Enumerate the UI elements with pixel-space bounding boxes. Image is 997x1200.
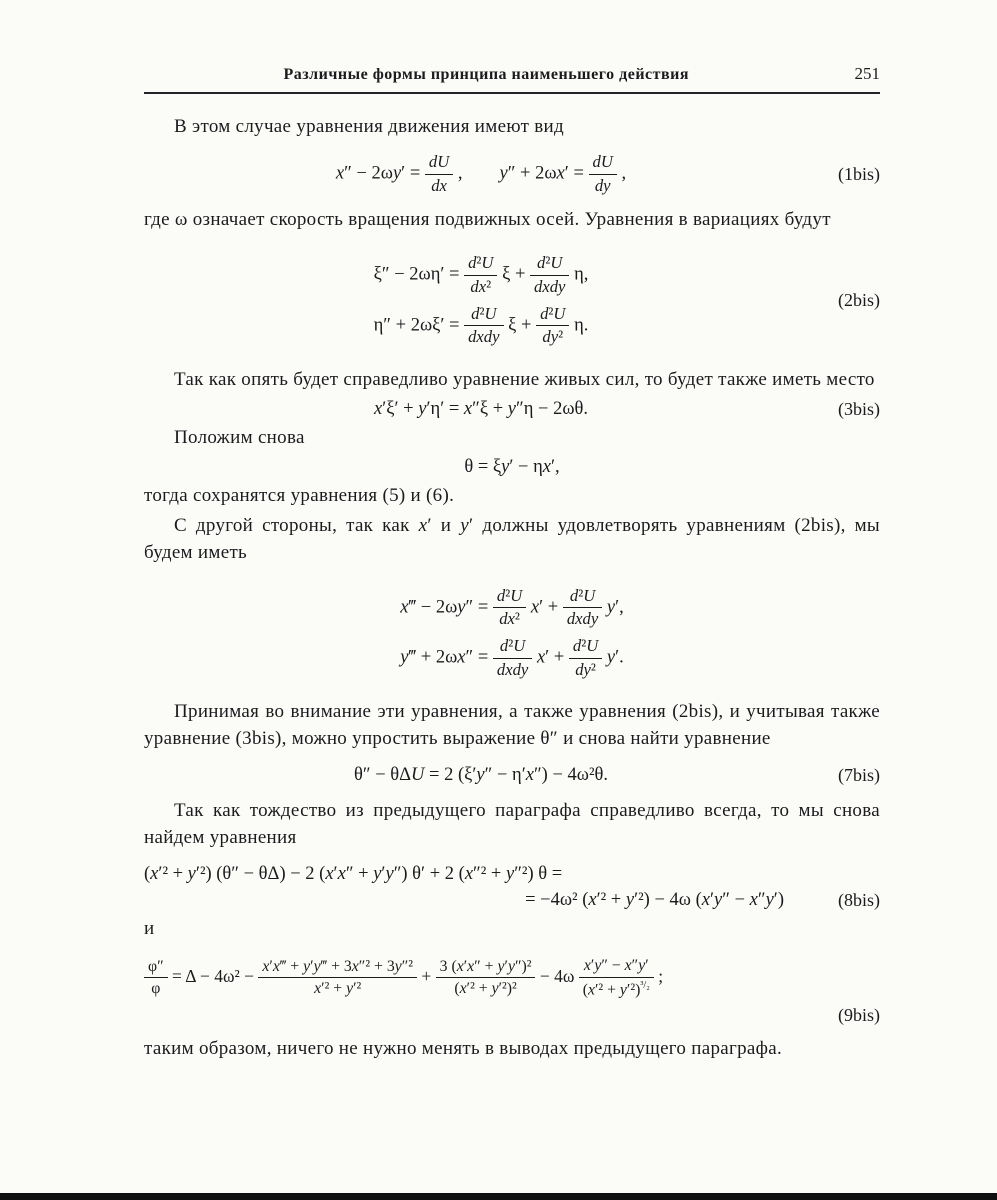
equation-8bis-line1: (x′² + y′²) (θ″ − θΔ) − 2 (x′x″ + y′y″) θ′ + 2 (x″² + y″²) θ = <box>144 864 563 885</box>
equation-third-derivatives-body <box>144 579 880 688</box>
equation-2bis <box>144 246 880 355</box>
equation-third-derivatives-line2: y‴ + 2ωx″ = $\frac{\text{d²U}}{\text{dxdy}}$ x′ + $\frac{\text{d²U}}{\text{dy²}}$ y′. <box>400 635 624 679</box>
paragraph-taking-into-account: Принимая во внимание эти уравнения, а также уравнения (2bis), и учитывая также уравнение (3bis), можно упростить выражение θ″ и снова найти уравнение <box>144 701 880 750</box>
paragraph-identity: Так как тождество из предыдущего параграфа справедливо всегда, то мы снова найдем уравнения <box>144 800 880 849</box>
paragraph-equations-of-motion: В этом случае уравнения движения имеют вид <box>174 116 564 137</box>
equation-2bis-line1: ξ″ − 2ωη′ = $\frac{\text{d²U}}{\text{dx²}}$ ξ + $\frac{\text{d²U}}{\text{dxdy}}$ η, <box>373 253 589 296</box>
equation-3bis <box>144 399 880 420</box>
paragraph-set-again: Положим снова <box>174 426 305 448</box>
running-title: Различные формы принципа наименьшего действия <box>283 66 690 83</box>
paragraph-and: и <box>144 918 155 940</box>
running-head <box>144 64 880 94</box>
equation-third-derivatives-line1: x‴ − 2ωy″ = $\frac{\text{d²U}}{\text{dx²}}$ x′ + $\frac{\text{d²U}}{\text{dxdy}}$ y′, <box>400 585 624 629</box>
equation-8bis <box>144 864 880 911</box>
paragraph-conclusion: таким образом, ничего не нужно менять в выводах предыдущего параграфа. <box>144 1037 783 1059</box>
equation-7bis-body: θ″ − θΔU = 2 (ξ′y″ − η′x″) − 4ω²θ. <box>354 765 608 786</box>
equation-3bis-body: x′ξ′ + y′η′ = x″ξ + y″η − 2ωθ. <box>374 398 588 419</box>
running-head-row <box>144 64 880 84</box>
scan-edge-artifact <box>0 1193 997 1200</box>
equation-8bis-label: (8bis) <box>838 890 880 911</box>
paragraph-equations-preserved: тогда сохранятся уравнения (5) и (6). <box>144 484 455 506</box>
equation-1bis-label: (1bis) <box>838 163 880 184</box>
equation-1bis <box>144 153 880 195</box>
equation-8bis-row2 <box>144 890 880 911</box>
equation-2bis-label: (2bis) <box>838 290 880 310</box>
equation-7bis <box>144 765 880 786</box>
equation-1bis-body: x″ − 2ωy′ = $\frac{dU}{dx}$ , y″ + 2ωx′ = $\frac{dU}{dy}$ , <box>335 151 627 195</box>
equation-2bis-body <box>144 246 818 355</box>
header-rule <box>144 92 880 94</box>
equation-third-derivatives <box>144 579 880 688</box>
equation-2bis-line2: η″ + 2ωξ′ = $\frac{\text{d²U}}{\text{dxdy}}$ ξ + $\frac{\text{d²U}}{\text{dy²}}$ η. <box>373 303 589 347</box>
page-body <box>144 114 880 1063</box>
equation-8bis-line2: = −4ω² (x′² + y′²) − 4ω (x′y″ − x″y′) <box>525 890 784 911</box>
paragraph-omega-definition: где ω означает скорость вращения подвижных осей. Уравнения в вариациях будут <box>144 209 831 231</box>
equation-theta-body: θ = ξy′ − ηx′, <box>464 456 560 477</box>
equation-7bis-label: (7bis) <box>838 765 880 786</box>
equation-9bis-label: (9bis) <box>838 1004 880 1025</box>
paragraph-other-side: С другой стороны, так как x′ и y′ должны удовлетворять уравнениям (2bis), мы будем иметь <box>144 514 880 563</box>
page-number: 251 <box>854 64 880 83</box>
equation-3bis-label: (3bis) <box>838 398 880 419</box>
paragraph-live-forces: Так как опять будет справедливо уравнение живых сил, то будет также иметь место <box>174 368 875 390</box>
equation-9bis-body: $\frac{\varphi''}{\varphi}$ = Δ − 4ω² − $\frac{\text{x′x‴ + y′y‴ + 3x″² + 3y″²}}{\text{x′² + y′²}}$ + $\frac{\text{3 (x′x″ + y′y″)²}}{\text{(x′² + y′²)²}}$ − 4ω $\frac{x'y'' - x''y'}{(x'^2 + y'^2)^{^3/_2}}$ ; <box>144 957 880 999</box>
equation-theta-definition <box>144 457 880 478</box>
